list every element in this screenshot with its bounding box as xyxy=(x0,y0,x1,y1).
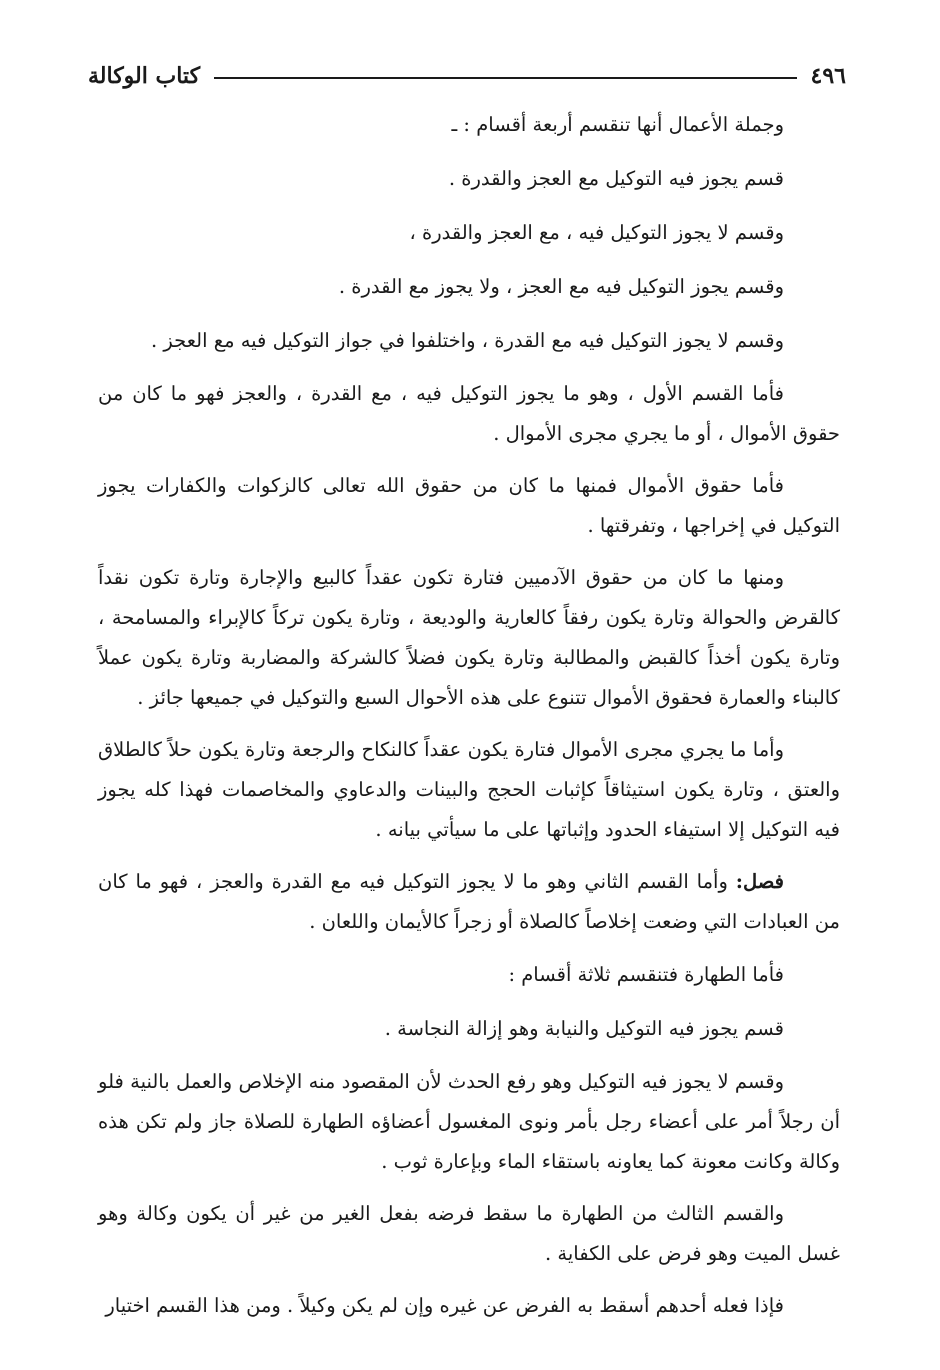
paragraph-2: قسم يجوز فيه التوكيل مع العجز والقدرة . xyxy=(448,167,784,190)
paragraph-10-text: وأما القسم الثاني وهو ما لا يجوز التوكيل فيه مع القدرة والعجز ، فهو ما كان من العبادات التي وضعت إخلاصاً كالصلاة أو زجراً كالأيمان واللعان . xyxy=(98,870,840,933)
paragraph-9: وأما ما يجري مجرى الأموال فتارة يكون عقداً كالنكاح والرجعة وتارة يكون حلاً كالطلاق والعتق ، وتارة يكون استيثاقاً كإثبات الحجج والبينات والدعاوي والمخاصمات فهذا كله يجوز فيه التوكيل إلا استيفاء الحدود وإثباتها على ما سيأتي بيانه . xyxy=(98,738,840,841)
paragraph-11: فأما الطهارة فتنقسم ثلاثة أقسام : xyxy=(508,963,784,986)
body-text xyxy=(98,98,840,1332)
running-header xyxy=(88,56,846,96)
paragraph-1: وجملة الأعمال أنها تنقسم أربعة أقسام : ـ xyxy=(451,113,784,136)
paragraph-5: وقسم لا يجوز التوكيل فيه مع القدرة ، واختلفوا في جواز التوكيل فيه مع العجز . xyxy=(150,329,784,352)
header-rule xyxy=(214,77,797,79)
paragraph-3: وقسم لا يجوز التوكيل فيه ، مع العجز والقدرة ، xyxy=(409,221,784,244)
paragraph-4: وقسم يجوز التوكيل فيه مع العجز ، ولا يجوز مع القدرة . xyxy=(338,275,784,298)
paragraph-15: فإذا فعله أحدهم أسقط به الفرض عن غيره وإن لم يكن وكيلاً . ومن هذا القسم اختيار xyxy=(105,1294,784,1317)
paragraph-12: قسم يجوز فيه التوكيل والنيابة وهو إزالة النجاسة . xyxy=(384,1017,784,1040)
paragraph-13: وقسم لا يجوز فيه التوكيل وهو رفع الحدث لأن المقصود منه الإخلاص والعمل بالنية فلو أن رجلاً أمر على أعضاء رجل بأمر ونوى المغسول أعضاؤه الطهارة للصلاة جاز ولم تكن هذه وكالة وكانت معونة كما يعاونه باستقاء الماء وبإعارة ثوب . xyxy=(98,1070,840,1173)
book-title: كتاب الوكالة xyxy=(88,63,201,89)
paragraph-14: والقسم الثالث من الطهارة ما سقط فرضه بفعل الغير من غير أن يكون وكالة وهو غسل الميت وهو فرض على الكفاية . xyxy=(98,1202,840,1265)
paragraph-7: فأما حقوق الأموال فمنها ما كان من حقوق الله تعالى كالزكوات والكفارات يجوز التوكيل في إخراجها ، وتفرقتها . xyxy=(98,474,840,537)
paragraph-8: ومنها ما كان من حقوق الآدميين فتارة تكون عقداً كالبيع والإجارة وتارة تكون نقداً كالقرض والحوالة وتارة يكون رفقاً كالعارية والوديعة ، وتارة يكون تركاً كالإبراء والمسامحة ، وتارة يكون أخذاً كالقبض والمطالبة وتارة يكون فضلاً كالشركة والمضاربة وتارة يكون عملاً كالبناء والعمارة فحقوق الأموال تتنوع على هذه الأحوال السبع والتوكيل في جميعها جائز . xyxy=(98,566,840,709)
paragraph-6: فأما القسم الأول ، وهو ما يجوز التوكيل فيه ، مع القدرة ، والعجز فهو ما كان من حقوق الأموال ، أو ما يجري مجرى الأموال . xyxy=(98,382,840,445)
page-number: ٤٩٦ xyxy=(810,63,846,89)
section-lead: فصل: xyxy=(735,870,784,893)
paragraph-10 xyxy=(98,856,840,948)
